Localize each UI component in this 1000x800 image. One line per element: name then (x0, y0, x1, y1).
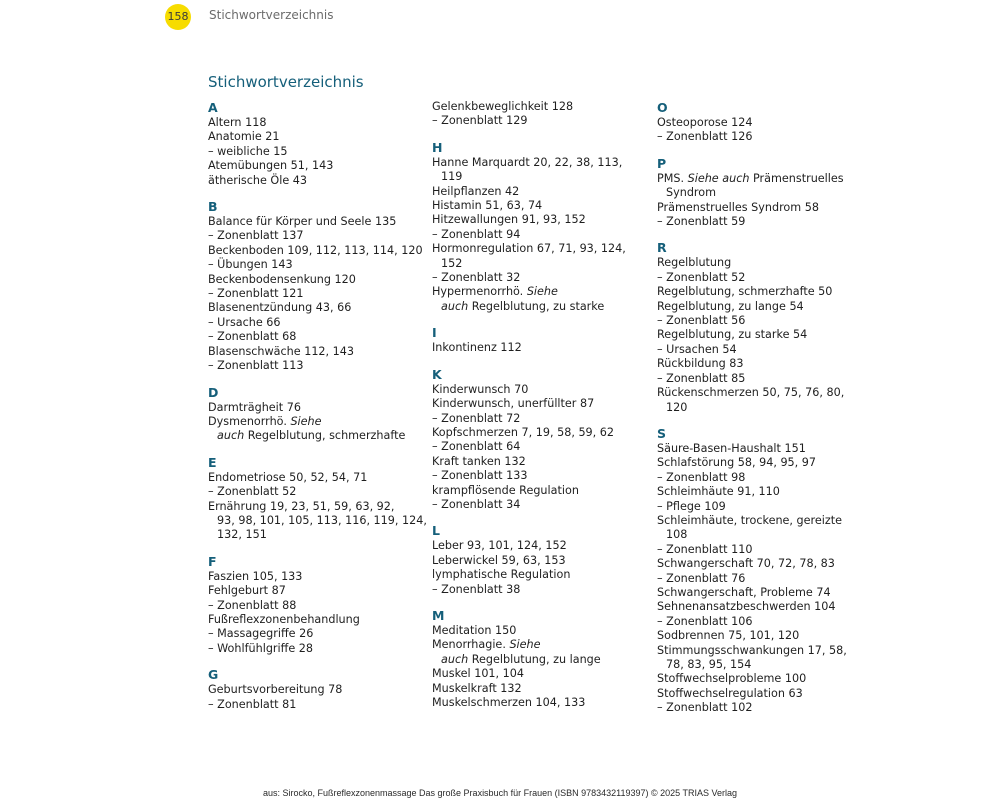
see-also-marker: Siehe (290, 414, 322, 428)
index-entry (208, 471, 423, 485)
entry-text: Regelblutung, schmerzhafte 50 (657, 285, 833, 299)
entry-text: 108 (666, 528, 688, 542)
index-entry (208, 415, 423, 429)
entry-text: – Zonenblatt 121 (208, 287, 304, 301)
index-entry (432, 213, 647, 227)
entry-text: Rückenschmerzen 50, 75, 76, 80, (657, 386, 845, 400)
index-entry (657, 386, 872, 400)
see-also-marker: auch (441, 652, 469, 666)
index-entry (208, 683, 423, 697)
index-entry (432, 440, 647, 454)
entry-text: Sodbrennen 75, 101, 120 (657, 629, 800, 643)
entry-text: – Zonenblatt 88 (208, 598, 297, 612)
index-entry (657, 701, 872, 715)
entry-text: – Zonenblatt 110 (657, 542, 753, 556)
index-entry (208, 401, 423, 415)
entry-text: Dysmenorrhö. (208, 414, 287, 428)
index-entry (657, 672, 872, 686)
see-also-marker: Siehe (526, 285, 558, 299)
index-entry (208, 359, 423, 373)
entry-text: 132, 151 (217, 528, 267, 542)
index-entry (208, 287, 423, 301)
index-entry (208, 613, 423, 627)
index-entry (432, 653, 647, 667)
section-letter: G (208, 667, 219, 683)
index-entry (657, 500, 872, 514)
entry-text: Sehnenansatzbeschwerden 104 (657, 600, 836, 614)
entry-text: Blasenschwäche 112, 143 (208, 344, 355, 358)
entry-text: – Zonenblatt 76 (657, 571, 746, 585)
index-entry (657, 314, 872, 328)
see-also-marker: auch (441, 299, 469, 313)
index-entry (208, 159, 423, 173)
entry-text: Fehlgeburt 87 (208, 584, 286, 598)
entry-text: – Zonenblatt 38 (432, 582, 521, 596)
entry-text: – Ursache 66 (208, 315, 281, 329)
entry-text: – Zonenblatt 98 (657, 470, 746, 484)
index-entry (432, 583, 647, 597)
index-entry (657, 256, 872, 270)
index-entry (432, 228, 647, 242)
index-entry (432, 185, 647, 199)
index-entry (657, 456, 872, 470)
entry-text: Inkontinenz 112 (432, 341, 522, 355)
entry-text: ätherische Öle 43 (208, 173, 308, 187)
index-section (208, 554, 423, 656)
entry-text: Schwangerschaft, Probleme 74 (657, 585, 831, 599)
entry-text: Endometriose 50, 52, 54, 71 (208, 470, 368, 484)
index-entry (657, 644, 872, 658)
index-section (208, 454, 427, 543)
entry-text: Meditation 150 (432, 623, 517, 637)
entry-text: 152 (441, 256, 463, 270)
index-entry (208, 627, 423, 641)
index-column-3 (657, 100, 872, 727)
entry-text: Regelblutung, zu lange 54 (657, 299, 804, 313)
entry-text: 78, 83, 95, 154 (666, 658, 752, 671)
index-column-1 (208, 100, 427, 723)
entry-text: – Zonenblatt 81 (208, 697, 297, 711)
section-letter: R (657, 240, 667, 256)
entry-text: Osteoporose 124 (657, 116, 753, 129)
entry-text: Ernährung 19, 23, 51, 59, 63, 92, (208, 499, 395, 513)
index-section (208, 199, 423, 373)
entry-text: Schleimhäute 91, 110 (657, 485, 780, 499)
section-letter: P (657, 155, 667, 171)
index-entry (208, 215, 423, 229)
entry-text: Stoffwechselprobleme 100 (657, 672, 807, 686)
entry-text: Regelblutung (657, 256, 732, 270)
entry-text: – Zonenblatt 52 (208, 485, 297, 499)
entry-text: – Wohlfühlgriffe 28 (208, 641, 314, 655)
index-section (432, 325, 647, 355)
entry-text: Menorrhagie. (432, 638, 506, 652)
section-letter: D (208, 384, 219, 400)
entry-text: Hormonregulation 67, 71, 93, 124, (432, 242, 626, 256)
section-letter: F (208, 553, 217, 569)
index-section (657, 426, 872, 716)
source-footer: aus: Sirocko, Fußreflexzonenmassage Das große Praxisbuch für Frauen (ISBN 9783432119397) © 2025 TRIAS Verlag (262, 788, 738, 798)
index-entry (657, 401, 872, 415)
entry-text: Prämenstruelles (753, 171, 844, 185)
index-entry (208, 528, 423, 542)
entry-text: Schleimhäute, trockene, gereizte (657, 513, 843, 527)
entry-text: – Zonenblatt 52 (657, 270, 746, 284)
index-entry (657, 130, 872, 144)
entry-text: 93, 98, 101, 105, 113, 116, 119, 124, (217, 513, 427, 527)
index-entry (657, 372, 872, 386)
index-section (432, 140, 647, 314)
entry-text: – Zonenblatt 34 (432, 497, 521, 511)
index-section (657, 156, 872, 230)
index-entry (432, 271, 647, 285)
index-entry (657, 215, 872, 229)
entry-text: – Zonenblatt 113 (208, 359, 304, 373)
index-entry (432, 426, 647, 440)
index-entry (657, 557, 872, 571)
entry-text: – Zonenblatt 106 (657, 614, 753, 628)
index-entry (432, 682, 647, 696)
entry-text: – weibliche 15 (208, 144, 288, 158)
index-entry (208, 345, 423, 359)
index-entry (657, 116, 872, 130)
index-entry (208, 316, 423, 330)
entry-text: – Massagegriffe 26 (208, 627, 314, 641)
index-entry (432, 341, 647, 355)
entry-text: – Zonenblatt 59 (657, 215, 746, 229)
entry-text: Regelblutung, zu lange (471, 652, 601, 666)
index-entry (657, 572, 872, 586)
entry-text: Hanne Marquardt 20, 22, 38, 113, (432, 155, 623, 169)
index-entry (208, 513, 427, 528)
entry-text: Schwangerschaft 70, 72, 78, 83 (657, 557, 835, 571)
section-letter: I (432, 325, 437, 341)
entry-text: Kinderwunsch, unerfüllter 87 (432, 397, 595, 411)
index-entry (657, 528, 872, 542)
entry-text: Heilpflanzen 42 (432, 184, 520, 198)
section-letter: A (208, 100, 218, 115)
index-entry (432, 300, 647, 314)
section-letter: K (432, 366, 442, 382)
entry-text: Säure-Basen-Haushalt 151 (657, 441, 806, 455)
section-letter: S (657, 425, 667, 441)
index-section (432, 608, 647, 710)
index-entry (657, 343, 872, 357)
entry-text: Hitzewallungen 91, 93, 152 (432, 213, 586, 227)
section-letter: L (432, 523, 440, 539)
see-also-marker: auch (217, 429, 245, 443)
index-title: Stichwortverzeichnis (208, 73, 364, 91)
entry-text: 120 (666, 400, 688, 414)
index-entry (432, 484, 647, 498)
entry-text: PMS. (657, 171, 685, 185)
entry-text: Leberwickel 59, 63, 153 (432, 553, 566, 567)
entry-text: Muskelschmerzen 104, 133 (432, 696, 586, 709)
index-entry (432, 638, 647, 652)
index-entry (208, 642, 423, 656)
section-letter: M (432, 607, 445, 623)
index-entry (432, 667, 647, 681)
index-entry (208, 273, 423, 287)
section-letter: B (208, 199, 218, 215)
index-entry (208, 258, 423, 272)
section-letter: H (432, 139, 443, 155)
entry-text: Prämenstruelles Syndrom 58 (657, 200, 819, 214)
index-entry (657, 687, 872, 701)
index-entry (657, 201, 872, 215)
entry-text: Syndrom (666, 186, 717, 200)
index-entry (657, 600, 872, 614)
index-entry (432, 624, 647, 638)
entry-text: Kinderwunsch 70 (432, 382, 529, 396)
index-entry (657, 543, 872, 557)
index-entry (657, 485, 872, 499)
entry-text: Regelblutung, schmerzhafte (247, 429, 406, 443)
index-entry (432, 397, 647, 411)
index-entry (432, 285, 647, 299)
index-entry (208, 174, 423, 188)
index-entry (432, 100, 647, 114)
entry-text: – Zonenblatt 126 (657, 130, 753, 144)
entry-text: Regelblutung, zu starke 54 (657, 328, 808, 342)
index-entry (657, 586, 872, 600)
entry-text: Muskelkraft 132 (432, 681, 522, 695)
index-section (208, 100, 423, 188)
see-also-marker: Siehe (509, 638, 541, 652)
index-entry (208, 698, 423, 712)
entry-text: – Zonenblatt 64 (432, 440, 521, 454)
entry-text: – Zonenblatt 137 (208, 229, 304, 243)
index-entry (208, 570, 423, 584)
entry-text: – Zonenblatt 94 (432, 227, 521, 241)
index-entry (208, 599, 423, 613)
entry-text: Leber 93, 101, 124, 152 (432, 539, 567, 553)
running-head: Stichwortverzeichnis (209, 8, 334, 22)
entry-text: Beckenbodensenkung 120 (208, 272, 356, 286)
entry-text: Stimmungsschwankungen 17, 58, (657, 643, 847, 657)
entry-text: Geburtsvorbereitung 78 (208, 683, 343, 697)
index-entry (657, 471, 872, 485)
index-entry (432, 455, 647, 469)
index-entry (657, 442, 872, 456)
entry-text: – Zonenblatt 56 (657, 314, 746, 328)
entry-text: – Übungen 143 (208, 258, 293, 272)
index-entry (657, 172, 872, 186)
entry-text: Hypermenorrhö. (432, 285, 524, 299)
index-entry (432, 383, 647, 397)
index-section (432, 100, 647, 129)
index-entry (208, 145, 423, 159)
index-entry (657, 629, 872, 643)
index-entry (432, 568, 647, 582)
entry-text: – Zonenblatt 32 (432, 271, 521, 285)
index-entry (208, 130, 423, 144)
entry-text: Muskel 101, 104 (432, 667, 525, 681)
entry-text: – Pflege 109 (657, 499, 726, 513)
entry-text: Faszien 105, 133 (208, 569, 303, 583)
entry-text: Schlafstörung 58, 94, 95, 97 (657, 456, 817, 470)
section-letter: E (208, 454, 217, 470)
entry-text: Darmträgheit 76 (208, 400, 301, 414)
index-entry (657, 300, 872, 314)
entry-text: – Zonenblatt 133 (432, 469, 528, 483)
index-entry (432, 170, 647, 184)
index-entry (432, 554, 647, 568)
entry-text: – Zonenblatt 129 (432, 114, 528, 128)
index-entry (208, 244, 423, 258)
entry-text: Blasenentzündung 43, 66 (208, 301, 352, 315)
entry-text: Rückbildung 83 (657, 357, 744, 371)
entry-text: Kopfschmerzen 7, 19, 58, 59, 62 (432, 425, 615, 439)
index-entry (208, 330, 423, 344)
index-column-2 (432, 100, 647, 721)
index-entry (432, 156, 647, 170)
index-section (208, 667, 423, 712)
index-entry (657, 285, 872, 299)
index-entry (657, 658, 872, 672)
index-entry (432, 114, 647, 128)
entry-text: Atemübungen 51, 143 (208, 159, 334, 173)
index-entry (657, 514, 872, 528)
entry-text: Balance für Körper und Seele 135 (208, 215, 397, 229)
entry-text: – Ursachen 54 (657, 342, 737, 356)
entry-text: Altern 118 (208, 116, 267, 129)
index-entry (208, 584, 423, 598)
entry-text: Regelblutung, zu starke (471, 299, 605, 313)
index-entry (432, 257, 647, 271)
index-entry (432, 696, 647, 710)
index-entry (432, 412, 647, 426)
page-number-badge: 158 (165, 4, 191, 30)
entry-text: Histamin 51, 63, 74 (432, 199, 543, 213)
index-section (657, 100, 872, 145)
entry-text: Beckenboden 109, 112, 113, 114, 120 (208, 243, 423, 257)
entry-text: Gelenkbeweglichkeit 128 (432, 100, 574, 113)
index-section (208, 385, 423, 444)
entry-text: Anatomie 21 (208, 130, 280, 144)
entry-text: lymphatische Regulation (432, 568, 571, 582)
entry-text: Stoffwechselregulation 63 (657, 686, 803, 700)
index-section (657, 240, 872, 414)
index-section (432, 523, 647, 597)
entry-text: – Zonenblatt 68 (208, 330, 297, 344)
entry-text: – Zonenblatt 72 (432, 411, 521, 425)
index-entry (432, 242, 647, 256)
index-entry (657, 271, 872, 285)
entry-text: Fußreflexzonenbehandlung (208, 612, 360, 626)
index-entry (208, 485, 423, 499)
index-section (432, 367, 647, 513)
index-entry (657, 328, 872, 342)
index-entry (208, 301, 423, 315)
index-entry (208, 229, 423, 243)
index-entry (432, 498, 647, 512)
entry-text: krampflösende Regulation (432, 483, 579, 497)
index-entry (432, 469, 647, 483)
index-entry (432, 539, 647, 553)
entry-text: Kraft tanken 132 (432, 454, 526, 468)
index-entry (657, 186, 872, 200)
index-entry (208, 116, 423, 130)
index-entry (432, 199, 647, 213)
index-entry (208, 429, 423, 443)
entry-text: – Zonenblatt 85 (657, 371, 746, 385)
entry-text: 119 (441, 170, 463, 184)
index-entry (208, 500, 423, 514)
index-entry (657, 357, 872, 371)
index-entry (657, 615, 872, 629)
see-also-marker: Siehe auch (687, 171, 750, 185)
section-letter: O (657, 100, 668, 115)
entry-text: – Zonenblatt 102 (657, 701, 753, 715)
